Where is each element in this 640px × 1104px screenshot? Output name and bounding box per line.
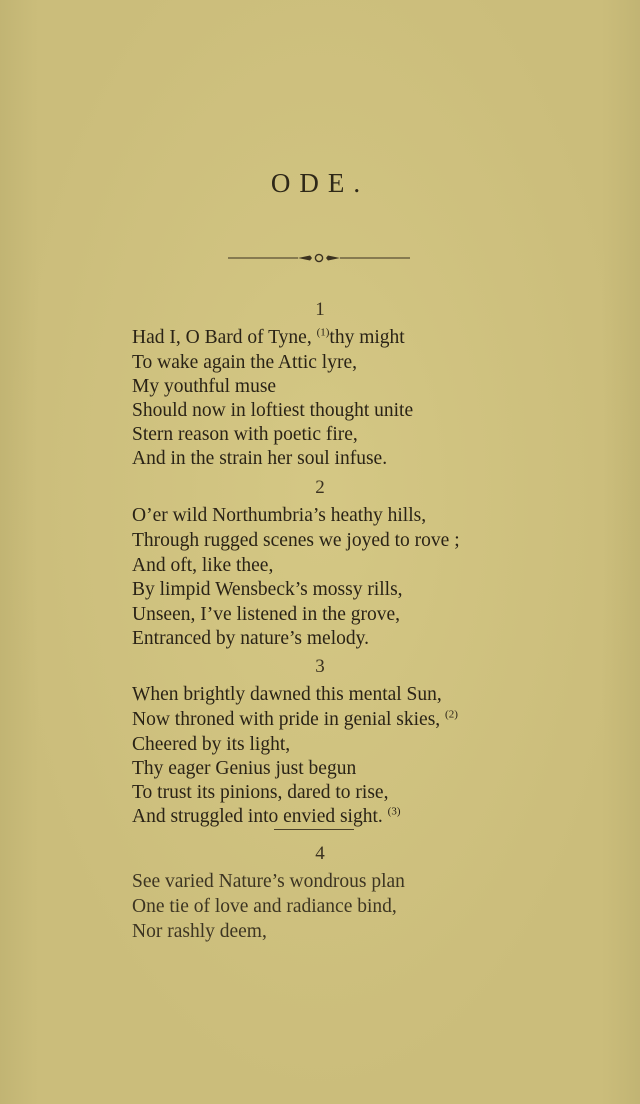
verse-line: When brightly dawned this mental Sun,: [132, 684, 442, 705]
verse-line: And oft, like thee,: [132, 555, 274, 576]
verse-line: And in the strain her soul infuse.: [132, 448, 388, 469]
ornament-divider-icon: [228, 252, 410, 264]
verse-line: Now throned with pride in genial skies, $^{(2)}$: [132, 708, 458, 730]
verse-line: Stern reason with poetic fire,: [132, 424, 358, 445]
section-rule: [274, 829, 354, 830]
verse-line: And struggled into envied sight. $^{(3)}$: [132, 805, 401, 827]
stanza-number: 3: [315, 656, 325, 677]
verse-line: My youthful muse: [132, 376, 277, 397]
verse-line: One tie of love and radiance bind,: [132, 896, 397, 917]
footnote-marker: (1): [316, 326, 330, 339]
stanza-number: 1: [315, 299, 325, 320]
verse-line: Entranced by nature’s melody.: [132, 628, 369, 649]
verse-line: To wake again the Attic lyre,: [132, 352, 357, 373]
verse-line: O’er wild Northumbria’s heathy hills,: [132, 505, 427, 526]
verse-line: Unseen, I’ve listened in the grove,: [132, 604, 401, 625]
verse-line: Should now in loftiest thought unite: [132, 400, 414, 421]
verse-line: By limpid Wensbeck’s mossy rills,: [132, 579, 403, 600]
stanza-number: 4: [315, 843, 325, 864]
stanza-number: 2: [315, 477, 325, 498]
footnote-marker: (2): [445, 708, 458, 721]
verse-line: See varied Nature’s wondrous plan: [132, 871, 405, 892]
verse-line: Nor rashly deem,: [132, 921, 267, 942]
verse-line: Through rugged scenes we joyed to rove ;: [132, 530, 460, 551]
verse-line: Cheered by its light,: [132, 734, 291, 755]
verse-line: To trust its pinions, dared to rise,: [132, 782, 389, 803]
verse-line: Thy eager Genius just begun: [132, 758, 357, 779]
footnote-marker: (3): [387, 805, 401, 818]
verse-line: Had I, O Bard of Tyne, $^{(1)}$thy might: [132, 326, 405, 348]
page-title: ODE.: [270, 168, 370, 198]
